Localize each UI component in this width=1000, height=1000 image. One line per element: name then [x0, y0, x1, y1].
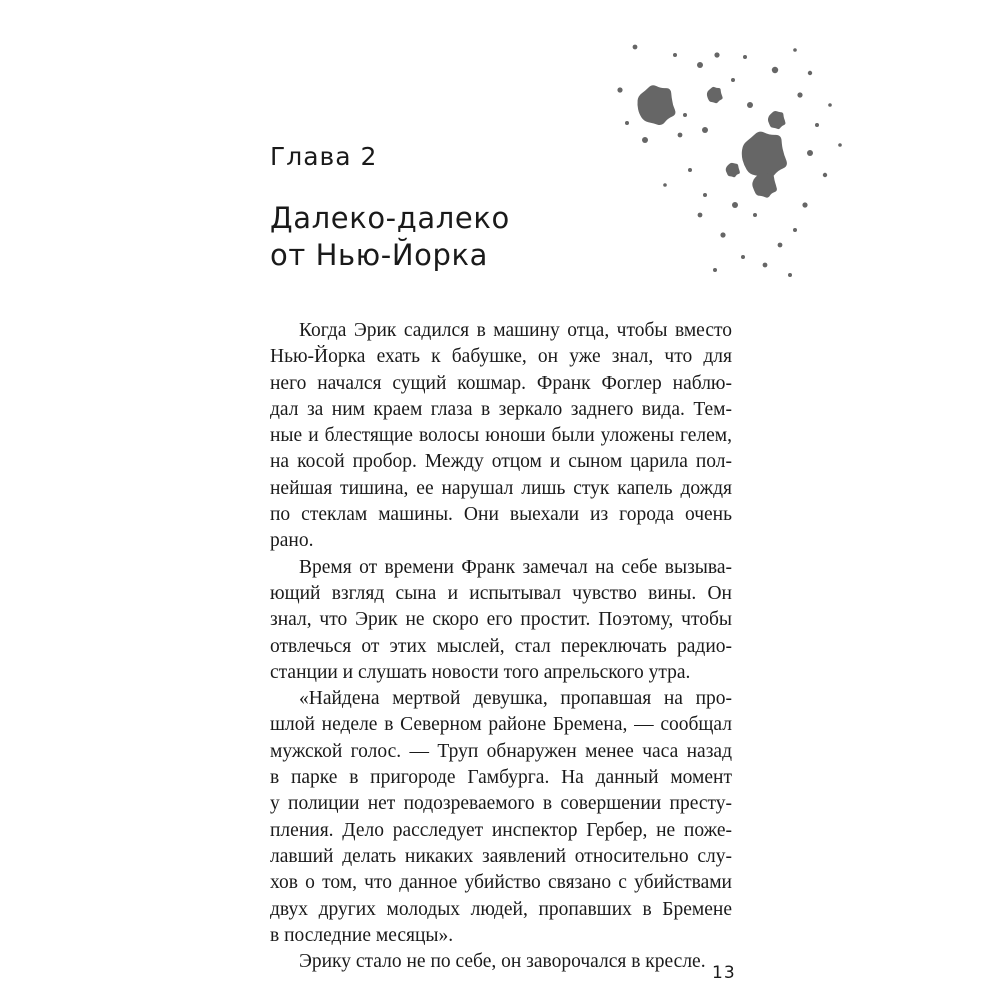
text-line: лавший делать никаких заявлений относительно слу- [270, 845, 732, 867]
text-line: отвлечься от этих мыслей, стал переключать радио- [270, 635, 732, 657]
text-line: станции и слушать новости того апрельского утра. [270, 661, 691, 683]
text-line: в парке в пригороде Гамбурга. На данный момент [270, 767, 732, 789]
text-line: Эрику стало не по себе, он заворочался в кресле. [299, 951, 706, 973]
text-line: Нью-Йорка ехать к бабушке, он уже знал, что для [270, 346, 732, 368]
body-text [270, 318, 732, 975]
text-line: нейшая тишина, ее нарушал лишь стук капель дождя [270, 477, 732, 499]
paragraph [270, 555, 732, 686]
chapter-title-line: Далеко-далеко [270, 201, 510, 235]
text-line: по стеклам машины. Они выехали из города очень [270, 504, 732, 526]
chapter-title [270, 200, 600, 274]
text-line: знал, что Эрик не скоро его простит. Поэтому, чтобы [270, 609, 732, 631]
text-line: рано. [270, 530, 314, 552]
text-line: ющий взгляд сына и испытывал чувство вины. Он [270, 582, 732, 604]
text-line: в последние месяцы». [270, 924, 454, 946]
text-line: двух других молодых людей, пропавших в Бремене [270, 898, 732, 920]
text-line: дал за ним краем глаза в зеркало заднего вида. Тем- [270, 398, 732, 420]
paragraph [270, 949, 732, 975]
chapter-title-line: от Нью-Йорка [270, 238, 488, 272]
text-line: Время от времени Франк замечал на себе вызыва- [299, 556, 732, 578]
text-line: пления. Дело расследует инспектор Гербер, не поже- [270, 819, 732, 841]
ink-splatter-icon [605, 35, 850, 280]
chapter-label: Глава 2 [270, 142, 378, 171]
text-line: мужской голос. — Труп обнаружен менее часа назад [270, 740, 732, 762]
paragraph [270, 686, 732, 949]
page-number: 13 [712, 963, 736, 983]
text-line: шлой неделе в Северном районе Бремена, — сообщал [270, 714, 732, 736]
text-line: хов о том, что данное убийство связано с убийствами [270, 872, 732, 894]
text-line: него начался сущий кошмар. Франк Фоглер наблю- [270, 372, 732, 394]
text-line: у полиции нет подозреваемого в совершении престу- [270, 793, 732, 815]
paragraph [270, 318, 732, 555]
text-line: ные и блестящие волосы юноши были уложены гелем, [270, 425, 732, 447]
text-line: Когда Эрик садился в машину отца, чтобы вместо [299, 320, 732, 341]
text-line: на косой пробор. Между отцом и сыном царила пол- [270, 451, 732, 473]
text-line: «Найдена мертвой девушка, пропавшая на про- [299, 688, 732, 710]
